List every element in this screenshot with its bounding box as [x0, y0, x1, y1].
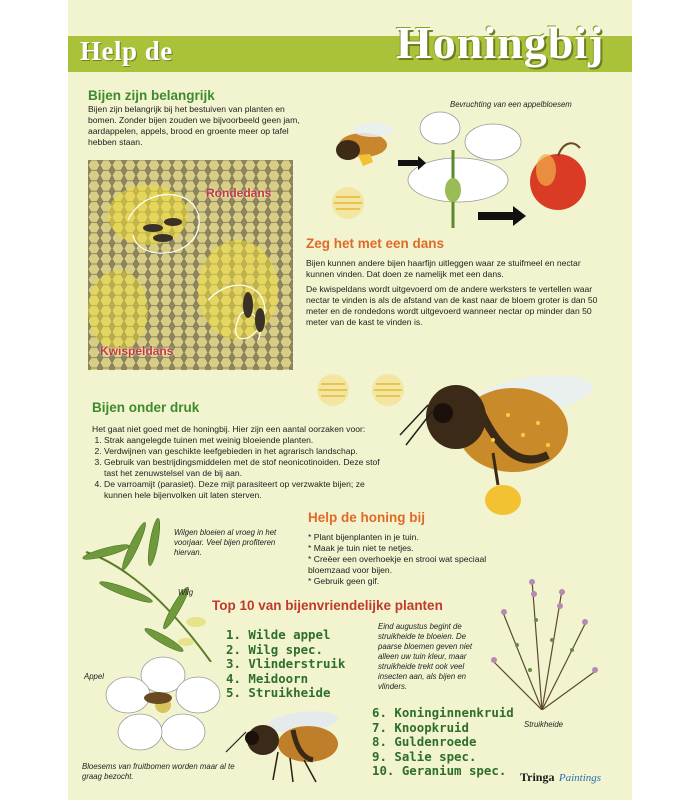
- brand-logo: [520, 768, 601, 786]
- section-heading-top10: Top 10 van bijenvriendelijke planten: [212, 598, 443, 613]
- section-text-important: Bijen zijn belangrijk bij het bestuiven van planten en bomen. Zonder bijen zouden we bijvoorbeeld geen jam, aardappelen, appels, brood en groente meer op tafel hebben staan.: [88, 104, 300, 147]
- section-text-pressure: [92, 424, 382, 501]
- title-main: Honingbij: [396, 17, 605, 68]
- honeybee-illustration: [398, 335, 623, 530]
- heather-note: Eind augustus begint de struikheide te bloeien. De paarse bloemen geven niet alleen uw tuin kleur, maar struikheide trekt ook veel insecten aan, als bijen en vlinders.: [378, 622, 473, 691]
- section-heading-help: Help de honing bij: [308, 510, 425, 525]
- tip-item: * Creëer een overhoekje en strooi wat speciaal bloemzaad voor bijen.: [308, 554, 508, 576]
- plant-list-second: [372, 706, 514, 779]
- section-heading-important: Bijen zijn belangrijk: [88, 88, 215, 103]
- heather-label: Struikheide: [524, 720, 564, 729]
- cause-item: 4. De varroamijt (parasiet). Deze mijt parasiteert op verzwakte bijen; ze kunnen hele bijenvolken uit laten sterven.: [104, 479, 382, 501]
- tip-item: * Plant bijenplanten in je tuin.: [308, 532, 508, 543]
- plant-item: 10. Geranium spec.: [372, 763, 507, 779]
- tip-item: * Maak je tuin niet te netjes.: [308, 543, 508, 554]
- plant-item: 4. Meidoorn: [226, 670, 309, 686]
- plant-item: 8. Guldenroede: [372, 734, 477, 750]
- header: [68, 0, 632, 75]
- willow-label: Wilg: [178, 588, 194, 597]
- plant-item: 1. Wilde appel: [226, 627, 331, 642]
- walking-bee-illustration: [218, 702, 358, 788]
- plant-item: 2. Wilg spec.: [226, 641, 323, 657]
- apple-blossom-illustration: [88, 650, 238, 760]
- beehive-icon: [328, 185, 368, 221]
- plant-list-first: [226, 628, 345, 701]
- plant-item: 5. Struikheide: [226, 685, 331, 701]
- beehive-icon: [313, 372, 353, 408]
- plant-item: 6. Koninginnenkruid: [372, 705, 514, 720]
- pressure-intro: Het gaat niet goed met de honingbij. Hier zijn een aantal oorzaken voor:: [92, 424, 366, 434]
- willow-note: Wilgen bloeien al vroeg in het voorjaar. Veel bijen profiteren hiervan.: [174, 528, 277, 557]
- section-text-dance-1: Bijen kunnen andere bijen haarfijn uitleggen waar ze stuifmeel en nectar kunnen vinden. Dat doen ze namelijk met een dans.: [306, 258, 581, 279]
- comb-label-waggle-dance: Kwispeldans: [100, 344, 174, 358]
- apple-label: Appel: [84, 672, 104, 681]
- comb-label-round-dance: Rondedans: [206, 186, 272, 200]
- plant-item: 9. Salie spec.: [372, 748, 477, 764]
- blossom-note: Bloesems van fruitbomen worden maar al te graag bezocht.: [82, 762, 235, 781]
- section-heading-dance: Zeg het met een dans: [306, 236, 445, 251]
- pollination-caption: Bevruchting van een appelbloesem: [450, 100, 572, 109]
- section-heading-pressure: Bijen onder druk: [92, 400, 200, 415]
- cause-item: 2. Verdwijnen van geschikte leefgebieden in het agrarisch landschap.: [104, 446, 382, 457]
- cause-item: 3. Gebruik van bestrijdingsmiddelen met de stof neonicotinoiden. Deze stof tast het zenuwstelsel van de bij aan.: [104, 457, 382, 479]
- plant-item: 7. Knoopkruid: [372, 719, 469, 735]
- tip-item: * Gebruik geen gif.: [308, 576, 508, 587]
- poster: [68, 0, 632, 800]
- heather-illustration: [472, 560, 612, 710]
- title-prefix: Help de: [80, 36, 173, 66]
- plant-item: 3. Vlinderstruik: [226, 656, 346, 672]
- brand-name-main: Tringa: [520, 770, 555, 784]
- cause-item: 1. Strak aangelegde tuinen met weinig bloeiende planten.: [104, 435, 382, 446]
- causes-list: [92, 435, 382, 501]
- brand-name-sub: Paintings: [558, 772, 602, 784]
- section-text-dance-2: De kwispeldans wordt uitgevoerd om de andere werksters te vertellen waar nectar te vinden is als de afstand van de kast naar de bloem groter is dan 50 meter en de rondedons wordt uitgevoerd wanneer nectar op minder dan 50 meter van de kast te vinden is.: [306, 284, 598, 327]
